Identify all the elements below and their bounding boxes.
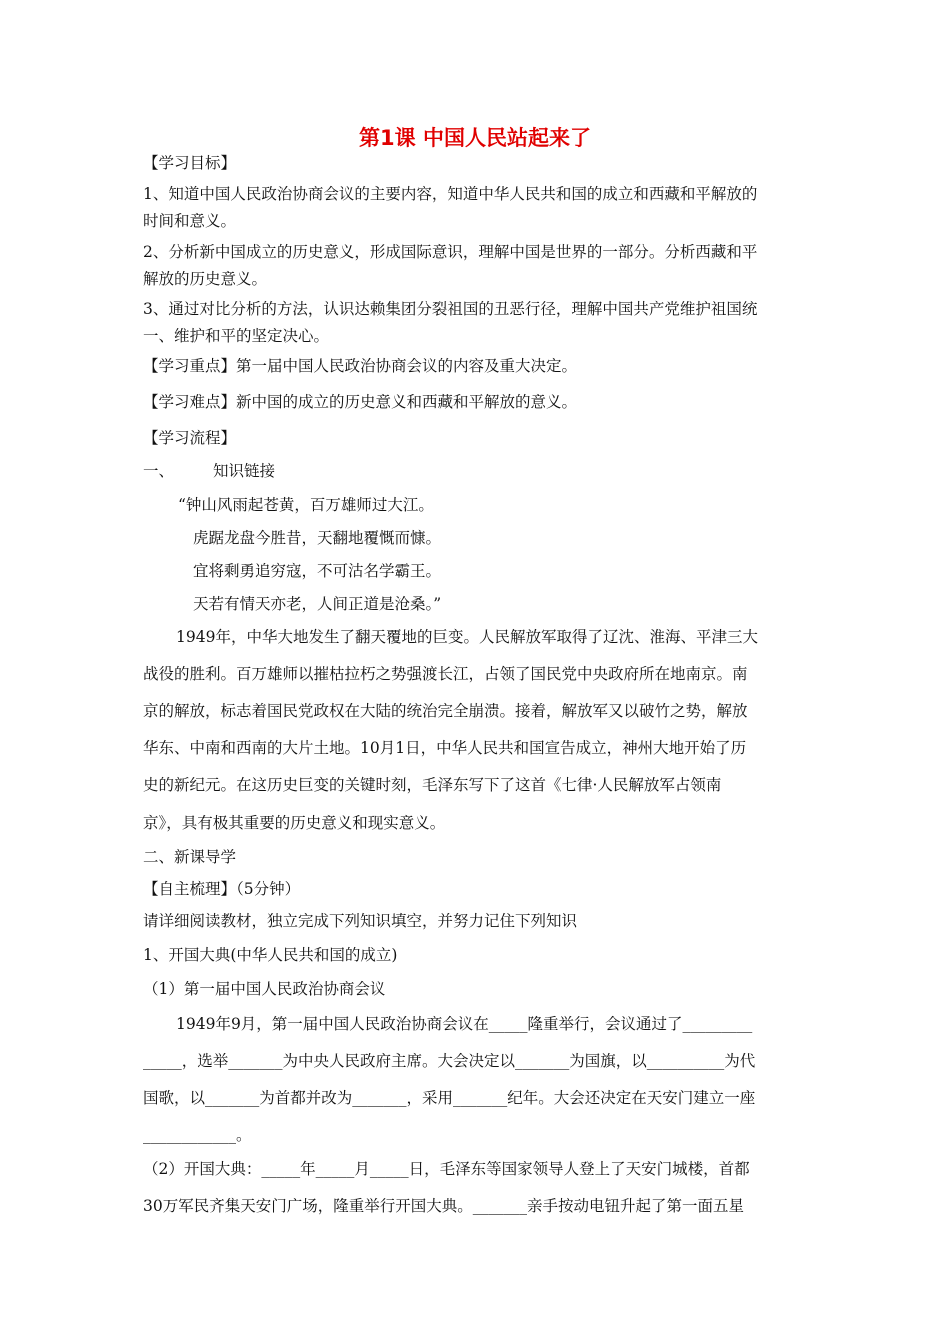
body-paragraph-line: 京的解放，标志着国民党政权在大陆的统治完全崩溃。接着，解放军又以破竹之势，解放	[143, 702, 748, 720]
fill-blank-line: 1949年9月，第一届中国人民政治协商会议在_____隆重举行，会议通过了_________	[176, 1015, 753, 1033]
section-two-heading: 二、新课导学	[143, 848, 237, 866]
fill-blank-line: _____，选举_______为中央人民政府主席。大会决定以_______为国旗，以__________为代	[143, 1052, 756, 1070]
body-paragraph-line: 1949年，中华大地发生了翻天覆地的巨变。人民解放军取得了辽沈、淮海、平津三大	[176, 628, 758, 646]
fill-blank-line: ____________。	[143, 1126, 252, 1144]
section-one-heading	[143, 461, 808, 481]
self-study-heading: 【自主梳理】（5分钟）	[143, 880, 301, 898]
poem-line-1: “钟山风雨起苍黄，百万雄师过大江。	[178, 496, 434, 514]
poem-line-2: 虎踞龙盘今胜昔，天翻地覆慨而慷。	[193, 529, 442, 547]
fill-blank-line: 30万军民齐集天安门广场，隆重举行开国大典。_______亲手按动电钮升起了第一面五星	[143, 1197, 744, 1215]
section-one-title: 知识链接	[213, 462, 276, 480]
body-paragraph-line: 京》，具有极其重要的历史意义和现实意义。	[143, 814, 446, 832]
section-one-number: 一、	[143, 462, 175, 480]
poem-line-4: 天若有情天亦老，人间正道是沧桑。”	[193, 595, 442, 613]
objective-1: 1、知道中国人民政治协商会议的主要内容，知道中华人民共和国的成立和西藏和平解放的	[143, 185, 758, 203]
subtopic-1-heading: （1）第一届中国人民政治协商会议	[143, 980, 386, 998]
section-heading-process: 【学习流程】	[143, 429, 237, 447]
difficult-points: 【学习难点】新中国的成立的历史意义和西藏和平解放的意义。	[143, 393, 578, 411]
body-paragraph-line: 战役的胜利。百万雄师以摧枯拉朽之势强渡长江，占领了国民党中央政府所在地南京。南	[143, 665, 748, 683]
objective-1-cont: 时间和意义。	[143, 212, 237, 230]
topic-1-heading: 1、开国大典(中华人民共和国的成立)	[143, 946, 398, 964]
instruction-text: 请详细阅读教材，独立完成下列知识填空，并努力记住下列知识	[143, 912, 578, 930]
section-heading-objectives: 【学习目标】	[143, 154, 237, 172]
objective-2: 2、分析新中国成立的历史意义，形成国际意识，理解中国是世界的一部分。分析西藏和平	[143, 243, 758, 261]
fill-blank-line: （2）开国大典：_____年_____月_____日，毛泽东等国家领导人登上了天安门城楼，首都	[143, 1160, 750, 1178]
fill-blank-line: 国歌，以_______为首都并改为_______，采用_______纪年。大会还决定在天安门建立一座	[143, 1089, 756, 1107]
body-paragraph-line: 华东、中南和西南的大片土地。10月1日，中华人民共和国宣告成立，神州大地开始了历	[143, 739, 747, 757]
body-paragraph-line: 史的新纪元。在这历史巨变的关键时刻，毛泽东写下了这首《七律·人民解放军占领南	[143, 776, 722, 794]
objective-2-cont: 解放的历史意义。	[143, 270, 268, 288]
key-points: 【学习重点】第一届中国人民政治协商会议的内容及重大决定。	[143, 357, 578, 375]
lesson-title: 第1课 中国人民站起来了	[359, 126, 591, 150]
objective-3: 3、通过对比分析的方法，认识达赖集团分裂祖国的丑恶行径，理解中国共产党维护祖国统	[143, 300, 758, 318]
poem-line-3: 宜将剩勇追穷寇，不可沽名学霸王。	[193, 562, 442, 580]
objective-3-cont: 一、维护和平的坚定决心。	[143, 327, 330, 345]
